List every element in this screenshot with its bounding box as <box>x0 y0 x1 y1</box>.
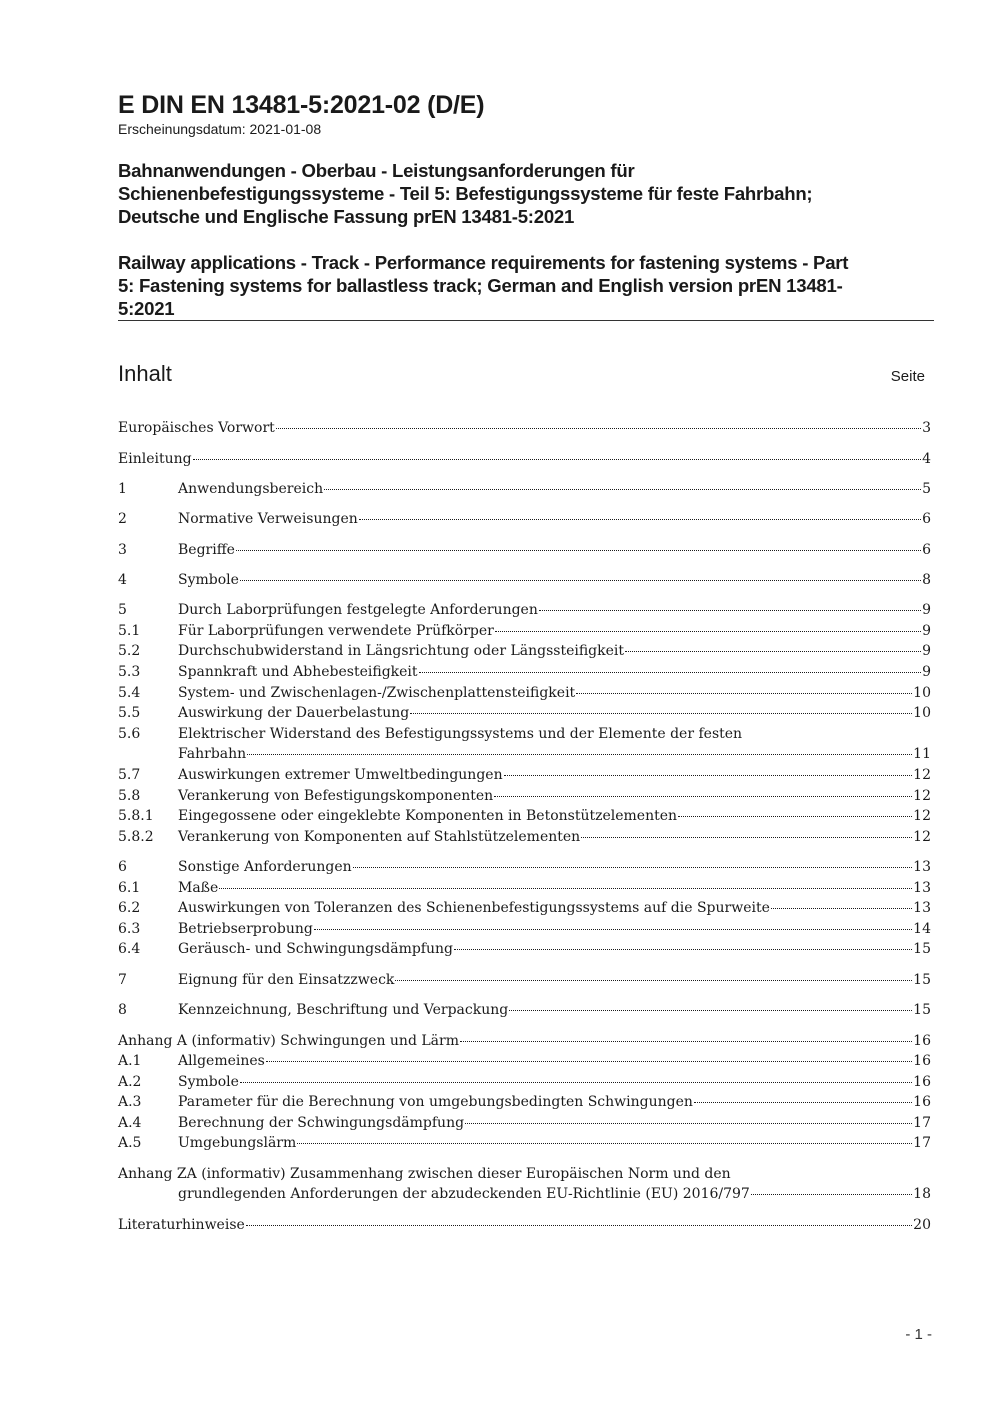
toc-entry-page: 9 <box>922 643 931 659</box>
toc-entry[interactable] <box>118 806 931 826</box>
toc-entry-title: Anhang ZA (informativ) Zusammenhang zwischen dieser Europäischen Norm und den <box>118 1166 731 1182</box>
toc-entry-number: 5 <box>118 602 127 618</box>
toc-entry-page: 4 <box>922 451 931 467</box>
toc-dot-leader <box>494 795 912 797</box>
toc-entry-page: 9 <box>922 623 931 639</box>
toc-entry-title: Maße <box>178 880 219 896</box>
german-title-line: Deutsche und Englische Fassung prEN 13481-5:2021 <box>118 206 575 227</box>
toc-dot-leader <box>625 650 921 652</box>
toc-entry[interactable] <box>118 724 931 764</box>
toc-entry-page: 15 <box>913 972 931 988</box>
toc-entry-title: Verankerung von Befestigungskomponenten <box>178 788 494 804</box>
toc-entry[interactable] <box>118 786 931 806</box>
toc-entry-title: Auswirkung der Dauerbelastung <box>178 705 410 721</box>
toc-entry-title: Literaturhinweise <box>118 1217 245 1233</box>
german-title-line: Bahnanwendungen - Oberbau - Leistungsanforderungen für <box>118 160 635 181</box>
toc-entry-page: 8 <box>922 572 931 588</box>
toc-entry[interactable] <box>118 919 931 939</box>
toc-entry[interactable] <box>118 570 931 590</box>
toc-entry-title: Normative Verweisungen <box>178 511 358 527</box>
toc-entry[interactable] <box>118 1031 931 1051</box>
toc-entry-number: A.5 <box>118 1135 142 1151</box>
toc-entry[interactable] <box>118 449 931 469</box>
toc-entry-number: 7 <box>118 972 127 988</box>
toc-entry-number: 5.4 <box>118 685 141 701</box>
publication-date: Erscheinungsdatum: 2021-01-08 <box>118 121 322 137</box>
toc-dot-leader <box>193 458 922 460</box>
english-title-line: 5:2021 <box>118 298 175 319</box>
toc-dot-leader <box>581 836 912 838</box>
toc-entry[interactable] <box>118 765 931 785</box>
toc-entry-title: Berechnung der Schwingungsdämpfung <box>178 1115 465 1131</box>
toc-entry[interactable] <box>118 1072 931 1092</box>
toc-dot-leader <box>771 907 912 909</box>
toc-dot-leader <box>314 928 912 930</box>
toc-entry-number: 2 <box>118 511 127 527</box>
toc-dot-leader <box>247 753 912 755</box>
toc-entry[interactable] <box>118 1133 931 1153</box>
toc-entry-page: 10 <box>913 685 931 701</box>
toc-entry[interactable] <box>118 1000 931 1020</box>
toc-entry-number: 5.8.2 <box>118 829 154 845</box>
toc-entry-title: Einleitung <box>118 451 192 467</box>
toc-entry-number: 1 <box>118 481 127 497</box>
toc-entry-title: Europäisches Vorwort <box>118 420 275 436</box>
toc-entry-page: 16 <box>913 1033 931 1049</box>
toc-entry[interactable] <box>118 1051 931 1071</box>
header-divider <box>118 320 934 321</box>
toc-entry[interactable] <box>118 1092 931 1112</box>
toc-entry[interactable] <box>118 703 931 723</box>
toc-entry[interactable] <box>118 418 931 438</box>
toc-dot-leader <box>236 549 921 551</box>
toc-entry-number: 6.3 <box>118 921 141 937</box>
toc-entry[interactable] <box>118 1113 931 1133</box>
toc-entry-title: Anhang A (informativ) Schwingungen und Lärm <box>118 1033 459 1049</box>
toc-entry-title: Eignung für den Einsatzzweck <box>178 972 395 988</box>
toc-entry-page: 20 <box>913 1217 931 1233</box>
document-title: E DIN EN 13481-5:2021-02 (D/E) <box>118 91 485 119</box>
toc-entry-page: 5 <box>922 481 931 497</box>
toc-entry-title: Symbole <box>178 572 239 588</box>
toc-dot-leader <box>266 1060 912 1062</box>
toc-dot-leader <box>410 712 912 714</box>
toc-entry-title: Allgemeines <box>178 1053 265 1069</box>
toc-dot-leader <box>576 692 912 694</box>
toc-dot-leader <box>460 1040 912 1042</box>
toc-entry-number: 6.1 <box>118 880 141 896</box>
toc-entry[interactable] <box>118 970 931 990</box>
toc-entry-title: Eingegossene oder eingeklebte Komponenten in Betonstützelementen <box>178 808 678 824</box>
toc-entry[interactable] <box>118 827 931 847</box>
toc-entry-title: Verankerung von Komponenten auf Stahlstützelementen <box>178 829 581 845</box>
toc-entry-number: 5.8.1 <box>118 808 154 824</box>
toc-dot-leader <box>539 609 921 611</box>
english-title-line: Railway applications - Track - Performance requirements for fastening systems - Part <box>118 252 849 273</box>
toc-entry-title: Elektrischer Widerstand des Befestigungssystems und der Elemente der festen <box>178 726 743 742</box>
toc-entry-title: Spannkraft und Abhebesteifigkeit <box>178 664 418 680</box>
toc-entry-number: 5.7 <box>118 767 141 783</box>
toc-entry-number: A.4 <box>118 1115 142 1131</box>
toc-entry-title: Geräusch- und Schwingungsdämpfung <box>178 941 453 957</box>
toc-dot-leader <box>219 887 912 889</box>
toc-entry-page: 17 <box>913 1115 931 1131</box>
toc-entry-title-continued: grundlegenden Anforderungen der abzudeckenden EU-Richtlinie (EU) 2016/797 <box>178 1186 750 1202</box>
toc-entry-number: A.2 <box>118 1074 142 1090</box>
toc-entry-title: Auswirkungen extremer Umweltbedingungen <box>178 767 503 783</box>
german-title-line: Schienenbefestigungssysteme - Teil 5: Befestigungssysteme für feste Fahrbahn; <box>118 183 813 204</box>
toc-entry-number: 6.4 <box>118 941 141 957</box>
toc-entry-page: 11 <box>913 746 931 762</box>
page-number: - 1 - <box>905 1326 932 1343</box>
toc-entry-number: 4 <box>118 572 127 588</box>
toc-entry-page: 15 <box>913 941 931 957</box>
toc-entry-title: Durchschubwiderstand in Längsrichtung oder Längssteifigkeit <box>178 643 625 659</box>
toc-entry-title: Sonstige Anforderungen <box>178 859 352 875</box>
toc-dot-leader <box>359 518 921 520</box>
toc-dot-leader <box>509 1009 912 1011</box>
english-title-line: 5: Fastening systems for ballastless track; German and English version prEN 13481- <box>118 275 843 296</box>
toc-dot-leader <box>751 1193 912 1195</box>
toc-entry-title: Umgebungslärm <box>178 1135 297 1151</box>
toc-dot-leader <box>419 671 922 673</box>
toc-entry[interactable] <box>118 479 931 499</box>
toc-entry-title: Parameter für die Berechnung von umgebungsbedingten Schwingungen <box>178 1094 693 1110</box>
toc-entry[interactable] <box>118 683 931 703</box>
toc-entry-page: 14 <box>913 921 931 937</box>
toc-dot-leader <box>246 1224 912 1226</box>
toc-entry[interactable] <box>118 600 931 620</box>
toc-dot-leader <box>495 630 921 632</box>
toc-entry-page: 10 <box>913 705 931 721</box>
toc-entry-number: 8 <box>118 1002 127 1018</box>
toc-entry-number: 6.2 <box>118 900 141 916</box>
toc-entry-title: Betriebserprobung <box>178 921 313 937</box>
toc-entry-number: 5.8 <box>118 788 141 804</box>
toc-entry-page: 18 <box>913 1186 931 1202</box>
toc-entry-title: System- und Zwischenlagen-/Zwischenplattensteifigkeit <box>178 685 576 701</box>
toc-entry-page: 6 <box>922 511 931 527</box>
toc-dot-leader <box>465 1122 912 1124</box>
toc-entry-page: 16 <box>913 1074 931 1090</box>
toc-entry-page: 12 <box>913 829 931 845</box>
toc-entry-number: 3 <box>118 542 127 558</box>
toc-entry-page: 9 <box>922 602 931 618</box>
toc-entry-title: Auswirkungen von Toleranzen des Schienenbefestigungssystems auf die Spurweite <box>178 900 770 916</box>
toc-entry-title-continued: Fahrbahn <box>178 746 247 762</box>
toc-entry-number: 5.6 <box>118 726 141 742</box>
toc-dot-leader <box>454 948 912 950</box>
toc-dot-leader <box>694 1101 912 1103</box>
toc-dot-leader <box>395 979 912 981</box>
toc-entry[interactable] <box>118 621 931 641</box>
english-title <box>118 251 933 320</box>
toc-entry-title: Anwendungsbereich <box>178 481 324 497</box>
toc-entry-number: 5.1 <box>118 623 141 639</box>
toc-dot-leader <box>324 488 921 490</box>
toc-entry-title: Für Laborprüfungen verwendete Prüfkörper <box>178 623 494 639</box>
toc-entry-title: Symbole <box>178 1074 239 1090</box>
toc-entry[interactable] <box>118 939 931 959</box>
toc-entry-page: 17 <box>913 1135 931 1151</box>
toc-entry-page: 16 <box>913 1094 931 1110</box>
toc-entry-number: 5.2 <box>118 643 141 659</box>
toc-entry-page: 13 <box>913 859 931 875</box>
toc-dot-leader <box>353 866 912 868</box>
toc-dot-leader <box>297 1142 912 1144</box>
toc-entry-page: 13 <box>913 880 931 896</box>
toc-entry-title: Kennzeichnung, Beschriftung und Verpackung <box>178 1002 509 1018</box>
toc-entry-page: 16 <box>913 1053 931 1069</box>
toc-entry-number: A.1 <box>118 1053 142 1069</box>
toc-entry[interactable] <box>118 1215 931 1235</box>
toc-entry[interactable] <box>118 540 931 560</box>
toc-entry-page: 9 <box>922 664 931 680</box>
toc-dot-leader <box>276 427 921 429</box>
toc-entry-page: 3 <box>922 420 931 436</box>
toc-dot-leader <box>240 579 921 581</box>
toc-heading: Inhalt <box>118 361 172 386</box>
toc-entry-page: 13 <box>913 900 931 916</box>
toc-entry[interactable] <box>118 857 931 877</box>
toc-dot-leader <box>678 815 912 817</box>
toc-entry-number: 6 <box>118 859 127 875</box>
german-title <box>118 159 933 228</box>
toc-entry-page: 12 <box>913 767 931 783</box>
toc-entry[interactable] <box>118 878 931 898</box>
toc-entry[interactable] <box>118 509 931 529</box>
toc-entry-number: 5.5 <box>118 705 141 721</box>
toc-dot-leader <box>240 1081 912 1083</box>
toc-entry-number: A.3 <box>118 1094 142 1110</box>
toc-entry[interactable] <box>118 662 931 682</box>
toc-entry[interactable] <box>118 898 931 918</box>
toc-entry-page: 12 <box>913 788 931 804</box>
toc-entry-number: 5.3 <box>118 664 141 680</box>
toc-entry-page: 12 <box>913 808 931 824</box>
toc-entry-page: 6 <box>922 542 931 558</box>
toc-entry-page: 15 <box>913 1002 931 1018</box>
toc-dot-leader <box>504 774 913 776</box>
toc-entry-title: Durch Laborprüfungen festgelegte Anforderungen <box>178 602 538 618</box>
toc-entry-title: Begriffe <box>178 542 235 558</box>
toc-entry[interactable] <box>118 1164 931 1204</box>
toc-page-column-label: Seite <box>890 368 925 385</box>
toc-entry[interactable] <box>118 641 931 661</box>
